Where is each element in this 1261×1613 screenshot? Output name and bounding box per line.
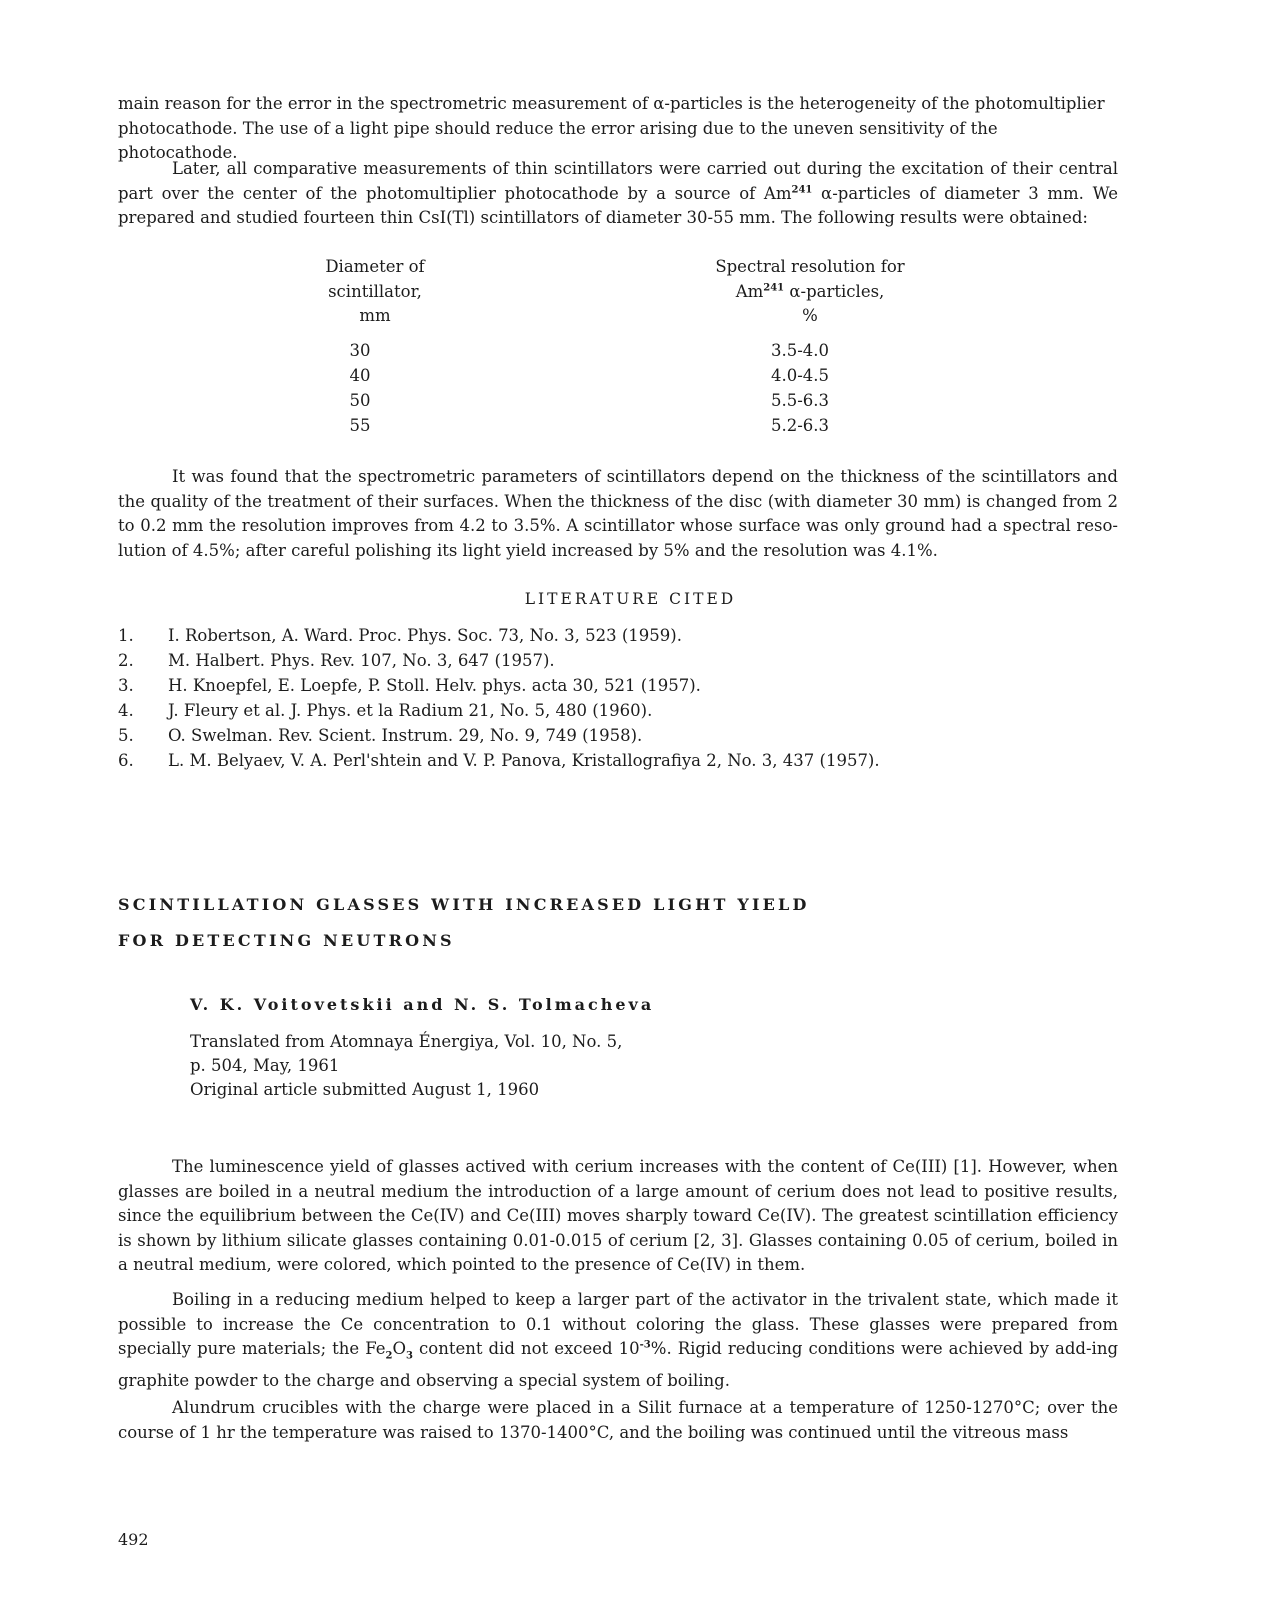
list-item <box>118 724 642 748</box>
list-item <box>118 699 652 723</box>
list-item <box>118 624 682 648</box>
body-paragraph-1 <box>118 1155 1118 1278</box>
cell-diameter: 50 <box>349 391 371 410</box>
header-sup: 241 <box>763 282 785 293</box>
ref-text: O. Swelman. Rev. Scient. Instrum. 29, No. 9, 749 (1958). <box>168 726 643 745</box>
intro-paragraph <box>118 92 1118 166</box>
header-right-line-2 <box>690 280 930 305</box>
body-paragraph-3 <box>118 1396 1118 1445</box>
table-row <box>330 364 390 389</box>
ref-text: M. Halbert. Phys. Rev. 107, No. 3, 647 (1957). <box>168 651 555 670</box>
ref-text: I. Robertson, A. Ward. Proc. Phys. Soc. 73, No. 3, 523 (1959). <box>168 626 682 645</box>
list-item <box>118 674 701 698</box>
table-row <box>740 339 860 364</box>
body-paragraph-2 <box>118 1288 1118 1393</box>
body-text-3: Alundrum crucibles with the charge were placed in a Silit furnace at a temperature of 1250-1270°C; over the course of 1 hr the temperature was raised to 1370-1400°C, and the boiling was continued until the vitreous mass <box>118 1398 1118 1442</box>
list-item <box>118 649 555 673</box>
translation-line-2: p. 504, May, 1961 <box>190 1056 340 1075</box>
later-text-2: α-particles of diameter 3 mm. We prepared and studied fourteen thin CsI(Tl) scintillators of diameter 30-55 mm. The following results were obtained: <box>118 183 1118 227</box>
body-text-1: The luminescence yield of glasses actived with cerium increases with the content of Ce(III) [1]. However, when glasses are boiled in a neutral medium the introduction of a large amount of cerium does not lead to positive results, since the equilibrium between the Ce(IV) and Ce(III) moves sharply toward Ce(IV). The greatest scintillation efficiency is shown by lithium silicate glasses containing 0.01-0.015 of cerium [2, 3]. Glasses containing 0.05 of cerium, boiled in a neutral medium, were colored, which pointed to the presence of Ce(IV) in them. <box>118 1157 1118 1274</box>
cell-diameter: 55 <box>349 416 371 435</box>
header-alpha: α-particles, <box>784 281 885 301</box>
header-left-line-1: Diameter of <box>325 257 425 276</box>
table-row <box>330 389 390 414</box>
table-row <box>330 414 390 439</box>
translation-line-1: Translated from Atomnaya Énergiya, Vol. 10, No. 5, <box>190 1032 623 1051</box>
header-am: Am <box>735 281 764 301</box>
subscript-3: 3 <box>406 1350 414 1362</box>
ref-number: 4. <box>118 701 134 720</box>
body-text-2-o: O <box>392 1339 407 1358</box>
later-paragraph <box>118 157 1118 231</box>
cell-resolution: 5.5-6.3 <box>770 391 830 410</box>
cell-resolution: 4.0-4.5 <box>770 366 830 385</box>
table-row <box>740 364 860 389</box>
exponent: -3 <box>639 1339 651 1351</box>
ref-text: H. Knoepfel, E. Loepfe, P. Stoll. Helv. phys. acta 30, 521 (1957). <box>168 676 701 695</box>
subscript-2: 2 <box>385 1350 393 1362</box>
body-text-2c: %. Rigid reducing conditions were achieved by add-ing graphite powder to the charge and observing a special system of boiling. <box>118 1339 1119 1390</box>
table-header-diameter <box>300 255 450 329</box>
intro-line-2: photocathode. The use of a light pipe should reduce the error arising due to the uneven sensitivity of the photocathode. <box>118 118 998 162</box>
table-header-resolution <box>690 255 930 329</box>
cell-diameter: 30 <box>349 341 371 360</box>
ref-text: L. M. Belyaev, V. A. Perl'shtein and V. P. Panova, Kristallografiya 2, No. 3, 437 (1957). <box>168 751 880 770</box>
table-row <box>740 389 860 414</box>
ref-number: 6. <box>118 751 134 770</box>
body-text-2b: content did not exceed 10 <box>413 1339 640 1358</box>
ref-number: 5. <box>118 726 134 745</box>
article-authors: V. K. Voitovetskii and N. S. Tolmacheva <box>190 995 655 1014</box>
cell-diameter: 40 <box>349 366 371 385</box>
table-row <box>330 339 390 364</box>
cell-resolution: 3.5-4.0 <box>770 341 830 360</box>
later-superscript: 241 <box>791 184 813 195</box>
ref-number: 3. <box>118 676 134 695</box>
article-title-line-2: FOR DETECTING NEUTRONS <box>118 931 455 950</box>
literature-title: LITERATURE CITED <box>524 590 737 608</box>
article-title-line-1: SCINTILLATION GLASSES WITH INCREASED LIGHT YIELD <box>118 895 810 914</box>
submitted-line: Original article submitted August 1, 1960 <box>190 1080 540 1099</box>
found-text: It was found that the spectrometric parameters of scintillators depend on the thickness of the scintillators and the quality of the treatment of their surfaces. When the thickness of the disc (with diameter 30 mm) is changed from 2 to 0.2 mm the resolution improves from 4.2 to 3.5%. A scintillator whose surface was only ground had a spectral reso-lution of 4.5%; after careful polishing its light yield increased by 5% and the resolution was 4.1%. <box>118 467 1118 560</box>
body-text-2a: Boiling in a reducing medium helped to keep a larger part of the activator in the trivalent state, which made it possible to increase the Ce concentration to 0.1 without coloring the glass. These glasses were prepared from specially pure materials; the Fe <box>118 1290 1118 1358</box>
header-left-line-2: scintillator, <box>328 281 422 301</box>
later-text-1: Later, all comparative measurements of thin scintillators were carried out during the excitation of their central part over the center of the photomultiplier photocathode by a source of Am <box>118 159 1118 203</box>
ref-number: 1. <box>118 626 134 645</box>
cell-resolution: 5.2-6.3 <box>770 416 830 435</box>
list-item <box>118 749 880 773</box>
ref-number: 2. <box>118 651 134 670</box>
ref-text: J. Fleury et al. J. Phys. et la Radium 21, No. 5, 480 (1960). <box>168 701 653 720</box>
header-left-line-3: mm <box>359 306 391 325</box>
header-right-line-3: % <box>802 306 818 325</box>
header-right-line-1: Spectral resolution for <box>715 257 905 276</box>
page-number: 492 <box>118 1530 149 1549</box>
found-paragraph <box>118 465 1118 563</box>
table-row <box>740 414 860 439</box>
intro-line-1: main reason for the error in the spectrometric measurement of α-particles is the heterogeneity of the photomultiplier <box>118 94 1105 113</box>
